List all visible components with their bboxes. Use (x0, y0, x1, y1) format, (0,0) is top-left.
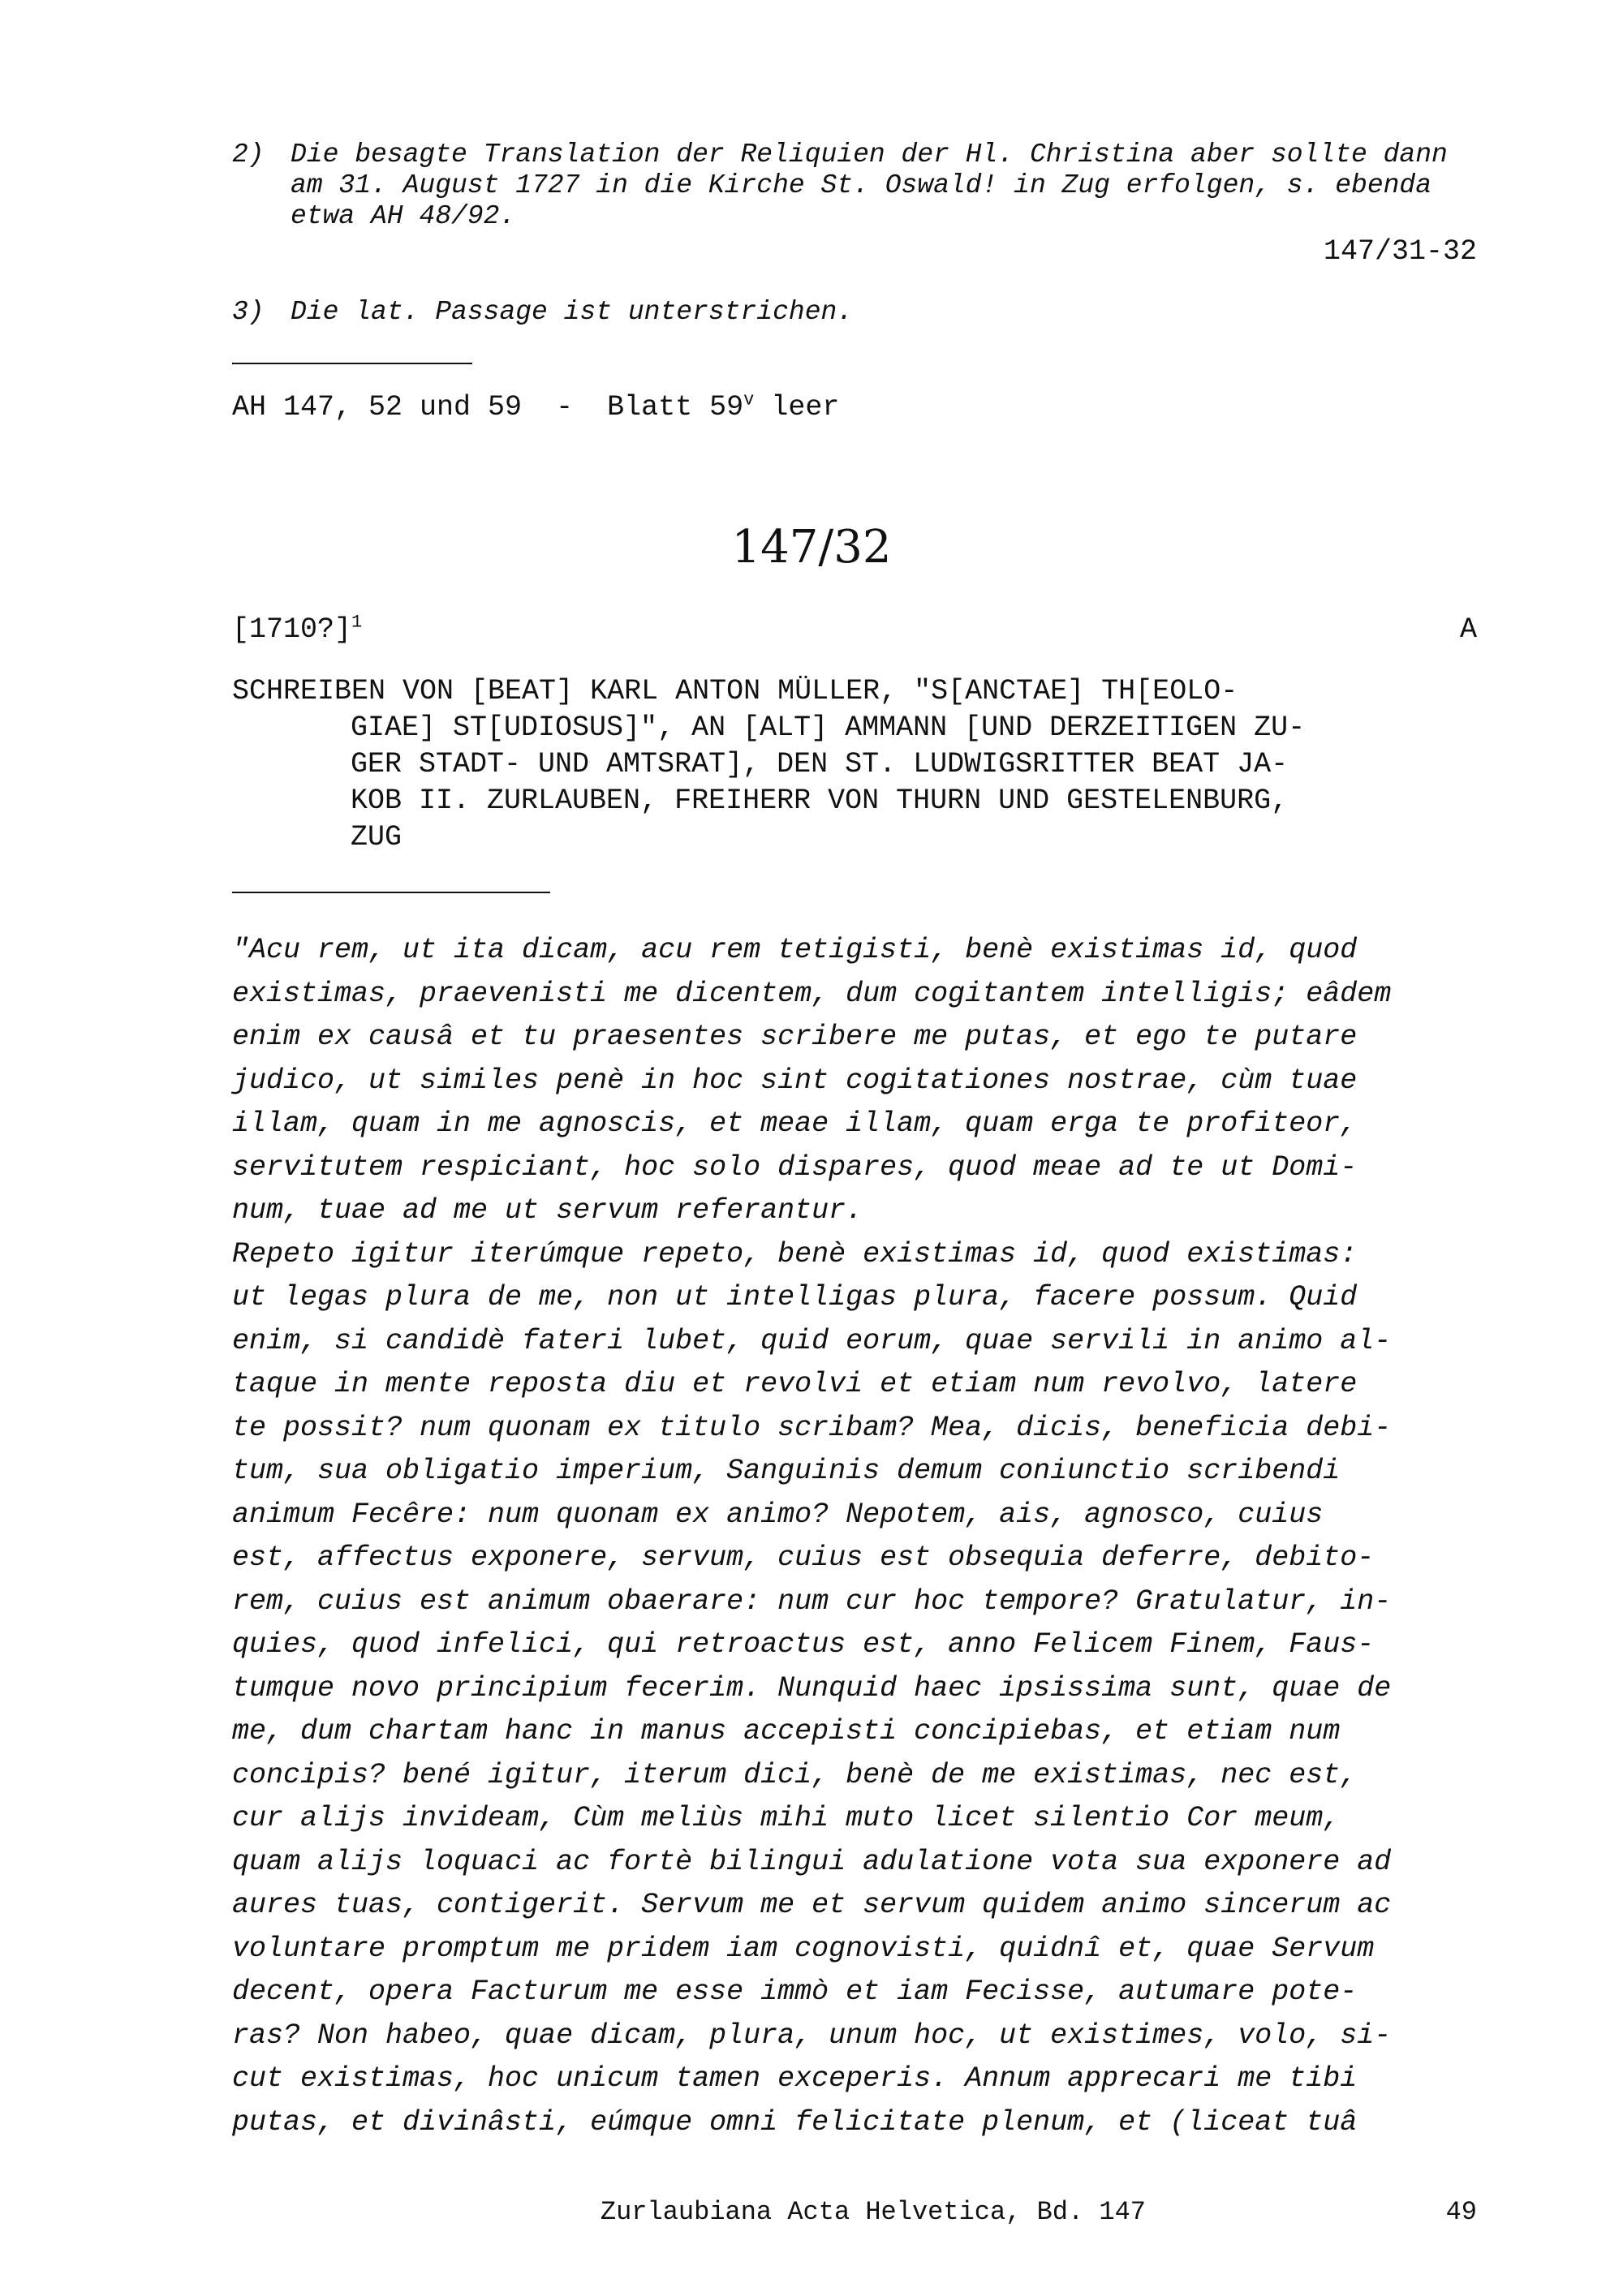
body-line: servitutem respiciant, hoc solo dispares, quod meae ad te ut Domi- (232, 1150, 1358, 1184)
body-line: aures tuas, contigerit. Servum me et servum quidem animo sincerum ac (232, 1889, 1392, 1921)
body-line: ut legas plura de me, non ut intelligas plura, facere possum. Quid (232, 1281, 1358, 1314)
heading-line: GIAE] ST[UDIOSUS]", AN [ALT] AMMANN [UND DERZEITIGEN ZU- (351, 712, 1306, 744)
footnote-number: 2) (232, 140, 265, 170)
body-line: illam, quam in me agnoscis, et meae illam, quam erga te profiteor, (232, 1107, 1358, 1140)
letter-body (232, 929, 1477, 2144)
body-line: me, dum chartam hanc in manus accepisti concipiebas, et etiam num (232, 1715, 1341, 1748)
footnote-line: Die lat. Passage ist unterstrichen. (291, 297, 854, 327)
section-rule (232, 363, 472, 364)
body-line: ras? Non habeo, quae dicam, plura, unum hoc, ut existimes, volo, si- (232, 2019, 1392, 2052)
body-line: "Acu rem, ut ita dicam, acu rem tetigisti, benè existimas id, quod (232, 934, 1358, 966)
body-line: tum, sua obligatio imperium, Sanguinis demum coniunctio scribendi (232, 1455, 1341, 1487)
source-line (232, 391, 839, 424)
body-line: tumque novo principium fecerim. Nunquid haec ipsissima sunt, quae de (232, 1671, 1392, 1705)
document-number: 147/32 (731, 521, 892, 574)
body-line: quies, quod infelici, qui retroactus est, anno Felicem Finem, Faus- (232, 1628, 1375, 1661)
body-line: enim ex causâ et tu praesentes scribere me putas, et ego te putare (232, 1021, 1358, 1053)
body-line: decent, opera Facturum me esse immò et iam Fecisse, autumare pote- (232, 1976, 1358, 2008)
body-line: enim, si candidè fateri lubet, quid eorum, quae servili in animo al- (232, 1324, 1392, 1357)
body-line: concipis? bené igitur, iterum dici, benè de me existimas, nec est, (232, 1758, 1358, 1791)
footnote-2 (232, 140, 1477, 232)
body-line: est, affectus exponere, servum, cuius est obsequia deferre, debito- (232, 1541, 1375, 1574)
body-line: Repeto igitur iterúmque repeto, benè existimas id, quod existimas: (232, 1237, 1358, 1271)
body-line: voluntare promptum me pridem iam cognovisti, quidnî et, quae Servum (232, 1932, 1375, 1965)
source-text: AH 147, 52 und 59 - Blatt 59 (232, 391, 744, 424)
source-superscript: v (743, 389, 755, 411)
previous-document-ref: 147/31-32 (1323, 235, 1477, 268)
source-text-after: leer (754, 391, 840, 424)
body-line: quam alijs loquaci ac fortè bilingui adulatione vota sua exponere ad (232, 1845, 1392, 1878)
document-heading (232, 673, 1477, 856)
publication-title: Zurlaubiana Acta Helvetica, Bd. 147 (600, 2197, 1146, 2227)
footnote-line: Die besagte Translation der Reliquien der Hl. Christina aber sollte dann (291, 140, 1448, 170)
body-line: num, tuae ad me ut servum referantur. (232, 1194, 863, 1227)
footnote-number: 3) (232, 297, 265, 327)
body-line: animum Fecêre: num quonam ex animo? Nepotem, ais, agnosco, cuius (232, 1498, 1324, 1531)
document-date (232, 613, 362, 646)
footnote-line: etwa AH 48/92. (291, 201, 516, 231)
date-footnote-marker: 1 (351, 612, 363, 633)
date-text: [1710?] (232, 613, 352, 646)
body-line: cut existimas, hoc unicum tamen exceperis. Annum apprecari me tibi (232, 2062, 1358, 2095)
heading-line: ZUG (351, 821, 403, 853)
body-line: judico, ut similes penè in hoc sint cogitationes nostrae, cùm tuae (232, 1064, 1358, 1097)
body-line: cur alijs invideam, Cùm meliùs mihi muto licet silentio Cor meum, (232, 1802, 1341, 1834)
body-line: rem, cuius est animum obaerare: num cur hoc tempore? Gratulatur, in- (232, 1584, 1392, 1618)
heading-line: KOB II. ZURLAUBEN, FREIHERR VON THURN UND GESTELENBURG, (351, 785, 1289, 817)
body-line: putas, et divinâsti, eúmque omni felicitate plenum, et (liceat tuâ (232, 2105, 1358, 2139)
footnote-line: am 31. August 1727 in die Kirche St. Oswald! in Zug erfolgen, s. ebenda (291, 170, 1432, 200)
page-number: 49 (1445, 2197, 1477, 2227)
heading-line: GER STADT- UND AMTSRAT], DEN ST. LUDWIGSRITTER BEAT JA- (351, 748, 1289, 780)
heading-line: SCHREIBEN VON [BEAT] KARL ANTON MÜLLER, "S[ANCTAE] TH[EOLO- (232, 675, 1238, 707)
document-category: A (1459, 613, 1477, 646)
heading-rule (232, 892, 550, 893)
body-line: te possit? num quonam ex titulo scribam? Mea, dicis, beneficia debi- (232, 1411, 1392, 1444)
body-line: taque in mente reposta diu et revolvi et etiam num revolvo, latere (232, 1368, 1358, 1400)
footnote-3 (232, 297, 1477, 328)
body-line: existimas, praevenisti me dicentem, dum cogitantem intelligis; eâdem (232, 977, 1392, 1010)
